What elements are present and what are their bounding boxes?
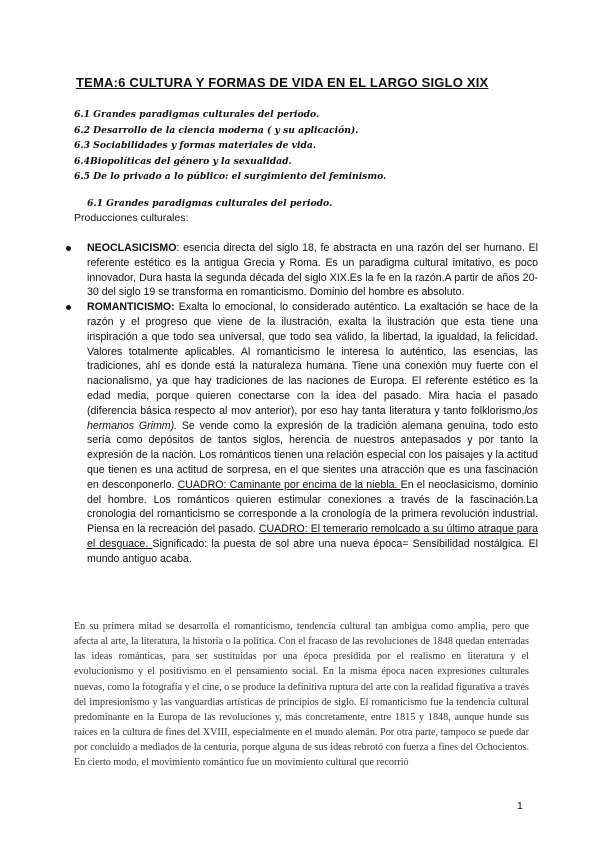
toc-item: 6.5 De lo privado a lo público: el surgimiento del feminismo. xyxy=(74,171,387,182)
toc-item: 6.3 Sociabilidades y formas materiales de vida. xyxy=(74,140,317,151)
bullet-list xyxy=(62,241,538,567)
page-number: 1 xyxy=(517,800,523,812)
romanticismo-text: Se vende como la expresión de la tradición alemana genuina, todo esto sería como depósitos de tantos siglos, herencia de nuestros antepasados y por tanto la expresión de la nación. Los románticos tienen una relación especial con los paisajes y la actitud que tienen es una actitud de sorpresa, en el que sientes una atracción que es una fascinación en desconponerlo. xyxy=(87,419,538,491)
term-romanticismo: ROMANTICISMO: xyxy=(87,301,175,314)
toc-item: 6.4Biopolíticas del género y la sexualidad. xyxy=(74,155,292,167)
toc-item: 6.1 Grandes paradigmas culturales del periodo. xyxy=(74,109,320,120)
list-item-romanticismo xyxy=(62,300,538,566)
list-item-text xyxy=(87,300,538,566)
producciones-label: Producciones culturales: xyxy=(74,212,189,224)
page-title: TEMA:6 CULTURA Y FORMAS DE VIDA EN EL LARGO SIGLO XIX xyxy=(76,75,489,90)
bullet-icon xyxy=(62,300,87,566)
romanticismo-text: En el neoclasicismo, dominio del hombre. Los románticos quieren estimular conexiones a través de la fascinación.La cronologia del romanticismo se corresponde a la cronología de la primera revolución industrial. Piensa en la recreación del pasado. xyxy=(87,478,538,536)
body-paragraph: En su primera mitad se desarrolla el romanticismo, tendencia cultural tan ambigua como amplia, pero que afecta al arte, la literatura, la historia o la política. Con el fracaso de las revoluciones de 1848 quedan enterradas las ideas románticas, para ser sustituidas por una época presidida por el realismo en literatura y el evolucionismo y el positivismo en el pensamiento social. En la misma época nacen expresiones culturales nuevas, como la fotografía y el cine, o se produce la definitiva ruptura del arte con la realidad figurativa a través del impresionismo y las vanguardias artísticas de principios de siglo. El romanticismo fue la tendencia cultural predominante en la Europa de las revoluciones y, más concretamente, entre 1815 y 1848, aunque hunde sus raíces en la cultura de fines del XVIII, especialmente en el mundo alemán. Por otra parte, tampoco se puede dar por concluido a mediados de la centuria, porque alguna de sus ideas rebrotó con fuerza a fines del Ochocientos. En cierto modo, el movimiento romántico fue un movimiento cultural que recorrió xyxy=(74,621,529,769)
romanticismo-italic: los hermanos Grimm). xyxy=(87,404,538,432)
table-of-contents xyxy=(74,107,534,185)
list-item-text xyxy=(87,241,538,300)
list-item-neoclasicismo xyxy=(62,241,538,300)
neoclasicismo-text: : esencia directa del siglo 18, fe abstracta en una razón del ser humano. El referente estético es la antigua Grecia y Roma. Es un paradigma cultural imitativo, es poco innovador, Dura hasta la segunda década del siglo XIX.Es la fe en la razón.A partir de años 20-30 del siglo 19 se transforma en romanticismo. Dominio del hombre es absoluto. xyxy=(87,242,538,299)
section-subheading: 6.1 Grandes paradigmas culturales del periodo. xyxy=(87,198,333,209)
bullet-icon xyxy=(62,241,87,300)
toc-item: 6.2 Desarrollo de la ciencia moderna ( y su aplicación). xyxy=(74,124,359,136)
romanticismo-text: Significado: la puesta de sol abre una nueva época= Sensibilidad nostálgica. El mundo antiguo acaba. xyxy=(87,537,538,565)
painting-reference-caminante: CUADRO: Caminante por encima de la niebla. xyxy=(177,478,401,491)
painting-reference-temerario: CUADRO: El temerario remolcado a su último atraque para el desguace. xyxy=(87,523,538,550)
term-neoclasicismo: NEOCLASICISMO xyxy=(87,242,177,254)
romanticismo-text: Exalta lo emocional, lo considerado auténtico. La exaltación se hace de la razón y el progreso que viene de la ilustración, exalta la ilustración que esta tiene una inspiración a que todo sea universal, que todo sea válido, la libertad, la igualdad, la felicidad. Valores totalmente aplicables. Al romanticismo le interesa lo auténtico, las esencias, las tradiciones, ahí es donde está la naturaleza humana. Tiene una conexión muy fuerte con el nacionalismo, ya que hay tradiciones de las naciones de Europa. El referente estético es la edad media, porque quieren conectarse con la idea del pasado. Mira hacia el pasado (diferencia básica respecto al mov anterior), por eso hay tanta literatura y tanto folklorismo, xyxy=(87,301,538,417)
